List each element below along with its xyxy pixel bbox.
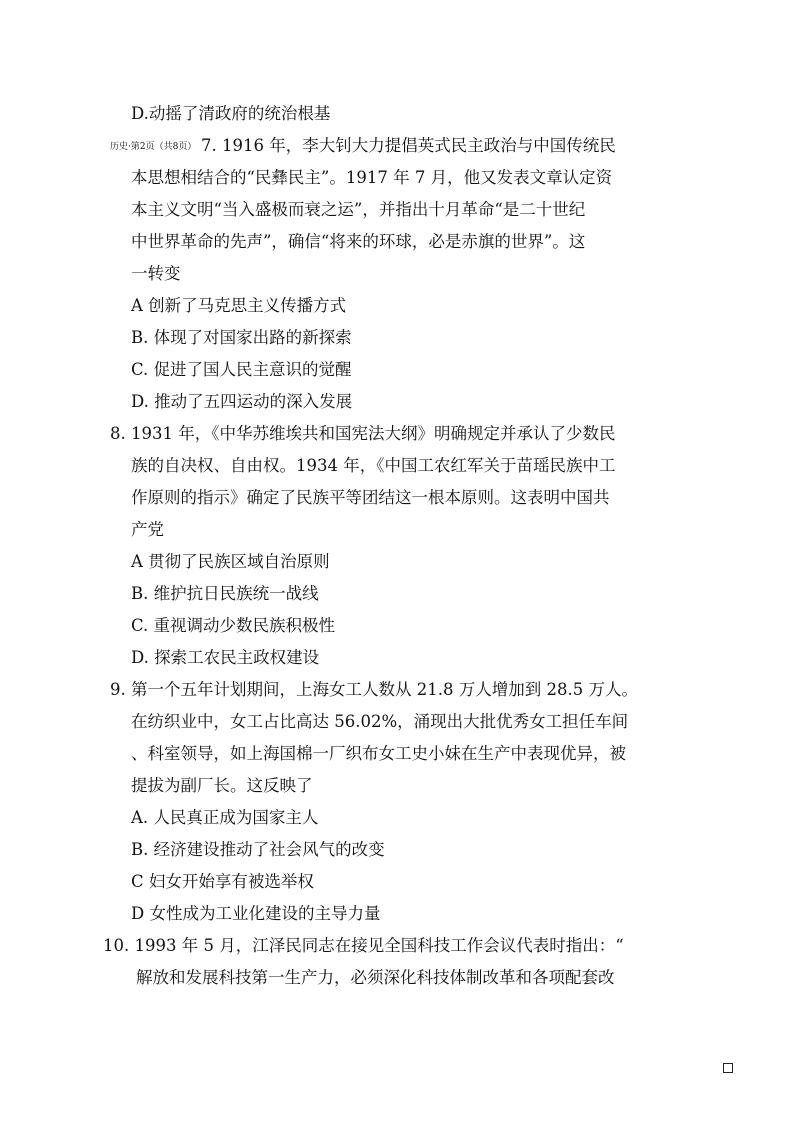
question-text-line: 10. 1993 年 5 月，江泽民同志在接见全国科技工作会议代表时指出：“ — [103, 936, 624, 955]
option-a: A 贯彻了民族区域自治原则 — [131, 552, 330, 571]
option-c: C. 促进了国人民主意识的觉醒 — [131, 360, 352, 379]
question-text-line: 本思想相结合的“民彝民主”。1917 年 7 月，他又发表文章认定资 — [131, 168, 613, 187]
question-text-line: 7. 1916 年，李大钊大力提倡英式民主政治与中国传统民 — [201, 136, 616, 155]
option-d: D. 推动了五四运动的深入发展 — [131, 392, 353, 411]
option-d: D. 探索工农民主政权建设 — [131, 648, 320, 667]
question-text-line: 族的自决权、自由权。1934 年，《中国工农红军关于苗瑶民族中工 — [131, 456, 616, 475]
option-a: A. 人民真正成为国家主人 — [131, 808, 319, 827]
checkbox-square-icon — [723, 1063, 733, 1073]
question-text-line: 9. 第一个五年计划期间，上海女工人数从 21.8 万人增加到 28.5 万人。 — [110, 680, 638, 699]
option-b: B. 体现了对国家出路的新探索 — [131, 328, 352, 347]
option-c: C 妇女开始享有被选举权 — [131, 872, 314, 891]
option-d: D 女性成为工业化建设的主导力量 — [131, 904, 381, 923]
question-text-line: 作原则的指示》确定了民族平等团结这一根本原则。这表明中国共 — [131, 488, 610, 507]
question-text-line: 中世界革命的先声”，确信“将来的环球，必是赤旗的世界”。这 — [131, 232, 586, 251]
option-b: B. 维护抗日民族统一战线 — [131, 584, 319, 603]
question-text-line: 提拔为副厂长。这反映了 — [131, 776, 313, 795]
option-c: C. 重视调动少数民族积极性 — [131, 616, 336, 635]
question-text-line: 8. 1931 年，《中华苏维埃共和国宪法大纲》明确规定并承认了少数民 — [110, 424, 616, 443]
option-a: A 创新了马克思主义传播方式 — [131, 296, 347, 315]
question-text-line: 解放和发展科技第一生产力，必须深化科技体制改革和各项配套改 — [136, 968, 615, 987]
option-d-previous: D.动摇了清政府的统治根基 — [131, 104, 331, 123]
option-b: B. 经济建设推动了社会风气的改变 — [131, 840, 385, 859]
question-text-line: 在纺织业中，女工占比高达 56.02%，涌现出大批优秀女工担任车间 — [131, 712, 629, 731]
question-text-line: 一转变 — [131, 264, 181, 283]
question-text-line: 产党 — [131, 520, 164, 539]
page-header: 历史·第2页（共8页） — [110, 142, 197, 152]
question-text-line: 本主义文明“当入盛极而衰之运”，并指出十月革命“是二十世纪 — [131, 200, 586, 219]
question-text-line: 、科室领导，如上海国棉一厂织布女工史小妹在生产中表现优异，被 — [131, 744, 626, 763]
